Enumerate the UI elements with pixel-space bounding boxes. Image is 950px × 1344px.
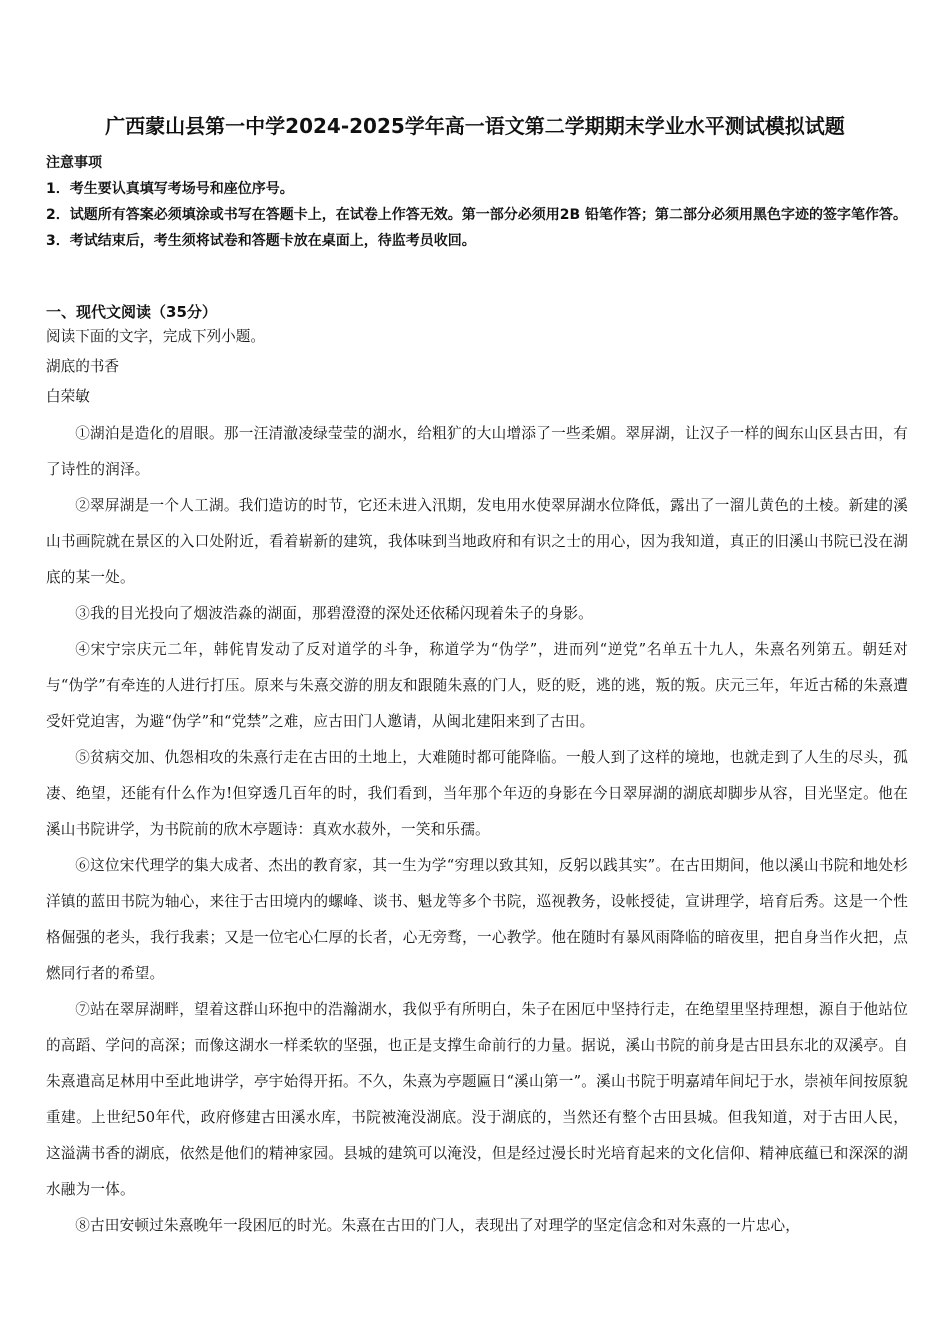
notice-item-1: 1．考生要认真填写考场号和座位序号。 (46, 181, 294, 197)
article-title: 湖底的书香 (46, 358, 119, 375)
paragraph-1: ①湖泊是造化的眉眼。那一汪清澈凌绿莹莹的湖水，给粗犷的大山增添了一些柔媚。翠屏湖，让汉子一样的闽东山区县古田，有了诗性的润泽。 (46, 425, 908, 478)
section-heading: 一、现代文阅读（35分） (46, 303, 217, 321)
paragraph-3: ③我的目光投向了烟波浩淼的湖面，那碧澄澄的深处还依稀闪现着朱子的身影。 (75, 605, 593, 622)
notice-item-2: 2．试题所有答案必须填涂或书写在答题卡上，在试卷上作答无效。第一部分必须用2B 铅笔作答；第二部分必须用黑色字迹的签字笔作答。 (46, 207, 908, 223)
notice-block (46, 150, 908, 254)
instruction: 阅读下面的文字，完成下列小题。 (46, 328, 265, 345)
paragraph-6: ⑥这位宋代理学的集大成者、杰出的教育家，其一生为学“穷理以致其知，反躬以践其实”。在古田期间，他以溪山书院和地处杉洋镇的蓝田书院为轴心，来往于古田境内的螺峰、谈书、魁龙等多个书院，巡视教务，设帐授徒，宣讲理学，培育后秀。这是一个性格倔强的老头，我行我素；又是一位宅心仁厚的长者，心无旁骛，一心教学。他在随时有暴风雨降临的暗夜里，把自身当作火把，点燃同行者的希望。 (46, 857, 908, 982)
article-author: 白荣敏 (46, 388, 90, 405)
exam-title: 广西蒙山县第一中学2024-2025学年高一语文第二学期期末学业水平测试模拟试题 (105, 114, 845, 138)
paragraph-8: ⑧古田安顿过朱熹晚年一段困厄的时光。朱熹在古田的门人，表现出了对理学的坚定信念和对朱熹的一片忠心， (75, 1217, 801, 1234)
notice-heading: 注意事项 (46, 155, 102, 171)
paragraph-4: ④宋宁宗庆元二年，韩侂胄发动了反对道学的斗争，称道学为“伪学”，进而列“逆党”名单五十九人，朱熹名列第五。朝廷对与“伪学”有牵连的人进行打压。原来与朱熹交游的朋友和跟随朱熹的门人，贬的贬，逃的逃，叛的叛。庆元三年，年近古稀的朱熹遭受奸党迫害，为避“伪学”和“党禁”之难，应古田门人邀请，从闽北建阳来到了古田。 (46, 641, 908, 730)
paragraph-2: ②翠屏湖是一个人工湖。我们造访的时节，它还未进入汛期，发电用水使翠屏湖水位降低，露出了一溜儿黄色的土棱。新建的溪山书画院就在景区的入口处附近，看着崭新的建筑，我体味到当地政府和有识之士的用心，因为我知道，真正的旧溪山书院已没在湖底的某一处。 (46, 497, 908, 586)
paragraph-5: ⑤贫病交加、仇怨相攻的朱熹行走在古田的土地上，大难随时都可能降临。一般人到了这样的境地，也就走到了人生的尽头，孤凄、绝望，还能有什么作为!但穿透几百年的时，我们看到，当年那个年迈的身影在今日翠屏湖的湖底却脚步从容，目光坚定。他在溪山书院讲学，为书院前的欣木亭题诗：真欢水菽外，一笑和乐孺。 (46, 749, 908, 838)
notice-item-3: 3．考试结束后，考生须将试卷和答题卡放在桌面上，待监考员收回。 (46, 233, 476, 249)
reading-passage (46, 322, 908, 1244)
paragraph-7: ⑦站在翠屏湖畔，望着这群山环抱中的浩瀚湖水，我似乎有所明白，朱子在困厄中坚持行走，在绝望里坚持理想，源自于他站位的高蹈、学问的高深；而像这湖水一样柔软的坚强，也正是支撑生命前行的力量。据说，溪山书院的前身是古田县东北的双溪亭。自朱熹遣高足林用中至此地讲学，亭宇始得开拓。不久，朱熹为亭题匾日“溪山第一”。溪山书院于明嘉靖年间圮于水，崇祯年间按原貌重建。上世纪50年代，政府修建古田溪水库，书院被淹没湖底。没于湖底的，当然还有整个古田县城。但我知道，对于古田人民，这溢满书香的湖底，依然是他们的精神家园。县城的建筑可以淹没，但是经过漫长时光培育起来的文化信仰、精神底蕴已和深深的湖水融为一体。 (46, 1001, 908, 1198)
